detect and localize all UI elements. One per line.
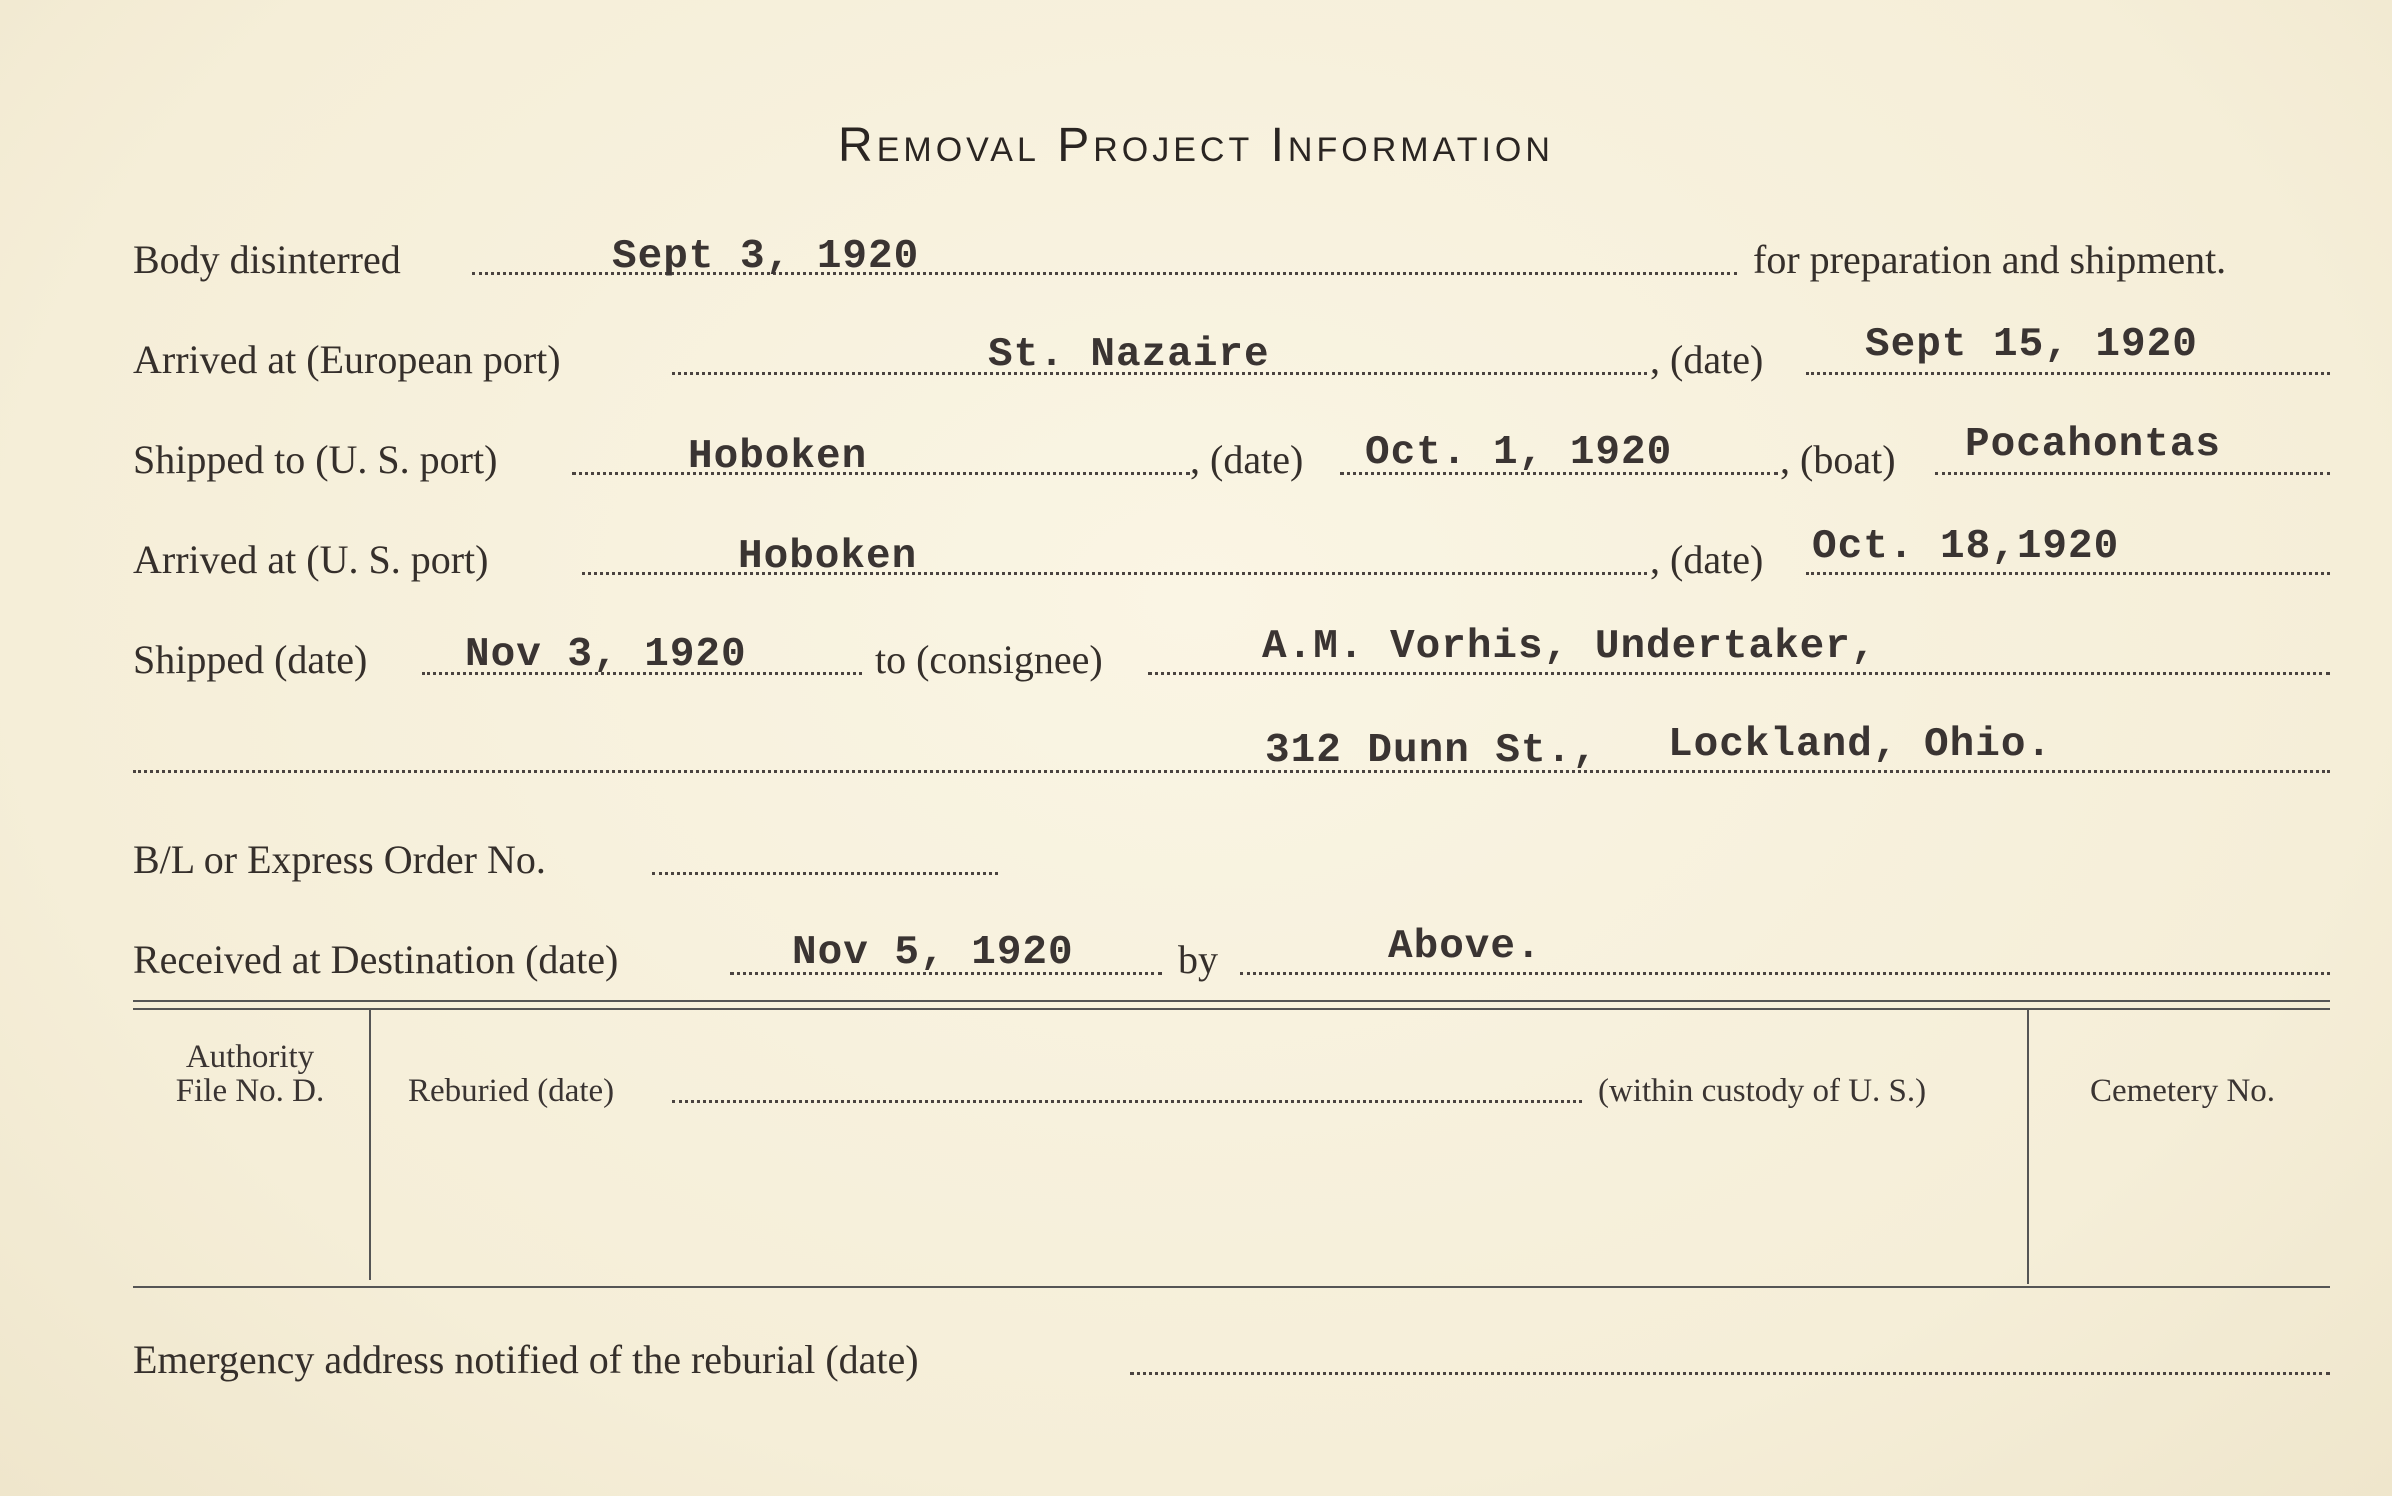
value-received-by: Above.	[1388, 924, 1542, 970]
value-consignee-line1: A.M. Vorhis, Undertaker,	[1262, 624, 1877, 670]
label-arrived-european: Arrived at (European port)	[133, 337, 561, 382]
field-line-consignee-address	[133, 770, 2330, 773]
label-custody: (within custody of U. S.)	[1598, 1073, 1927, 1109]
label-to-consignee: to (consignee)	[875, 637, 1103, 682]
field-line-arrived-date	[1806, 572, 2330, 575]
value-received-date: Nov 5, 1920	[792, 930, 1074, 976]
field-line-us-port-shipped	[572, 472, 1190, 475]
label-for-preparation: for preparation and shipment.	[1753, 237, 2227, 282]
value-boat: Pocahontas	[1965, 422, 2222, 468]
label-file-no: File No. D.	[175, 1073, 325, 1109]
field-line-boat	[1935, 472, 2330, 475]
field-line-consignee	[1148, 672, 2330, 675]
label-date-2: , (date)	[1190, 437, 1304, 482]
field-line-emergency	[1130, 1372, 2330, 1375]
field-line-received-by	[1240, 972, 2330, 975]
field-line-european-date	[1806, 372, 2330, 375]
value-consignee-line2: 312 Dunn St.,	[1265, 728, 1598, 774]
value-disinterred-date: Sept 3, 1920	[612, 234, 920, 280]
label-by: by	[1178, 937, 1218, 982]
field-line-bl-order	[652, 872, 998, 875]
label-boat: , (boat)	[1780, 437, 1896, 482]
value-consignee-line3: Lockland, Ohio.	[1668, 722, 2053, 768]
value-arrived-date: Oct. 18,1920	[1812, 524, 2120, 570]
label-date-1: , (date)	[1650, 337, 1764, 382]
box-top-rule-2	[133, 1008, 2330, 1010]
label-received: Received at Destination (date)	[133, 937, 619, 982]
box-top-rule-1	[133, 1000, 2330, 1002]
value-shipped-date: Oct. 1, 1920	[1365, 430, 1673, 476]
form-title: Removal Project Information	[838, 119, 1554, 172]
value-european-port: St. Nazaire	[988, 332, 1270, 378]
label-bl-order: B/L or Express Order No.	[133, 837, 546, 882]
label-reburied: Reburied (date)	[408, 1073, 615, 1109]
label-emergency: Emergency address notified of the reburial (date)	[133, 1337, 919, 1382]
label-shipped-date: Shipped (date)	[133, 637, 368, 682]
box-divider-right	[2027, 1010, 2029, 1284]
label-arrived-us: Arrived at (U. S. port)	[133, 537, 489, 582]
label-body-disinterred: Body disinterred	[133, 237, 401, 282]
label-date-3: , (date)	[1650, 537, 1764, 582]
label-cemetery-no: Cemetery No.	[2089, 1073, 2276, 1109]
box-bottom-rule	[133, 1286, 2330, 1288]
label-shipped-to: Shipped to (U. S. port)	[133, 437, 498, 482]
field-line-reburied	[672, 1100, 1582, 1103]
label-authority: Authority	[185, 1039, 315, 1075]
value-us-port-shipped: Hoboken	[688, 434, 868, 480]
value-european-date: Sept 15, 1920	[1865, 322, 2198, 368]
value-consignee-date: Nov 3, 1920	[465, 632, 747, 678]
box-divider-left	[369, 1010, 371, 1280]
value-us-port-arrived: Hoboken	[738, 534, 918, 580]
